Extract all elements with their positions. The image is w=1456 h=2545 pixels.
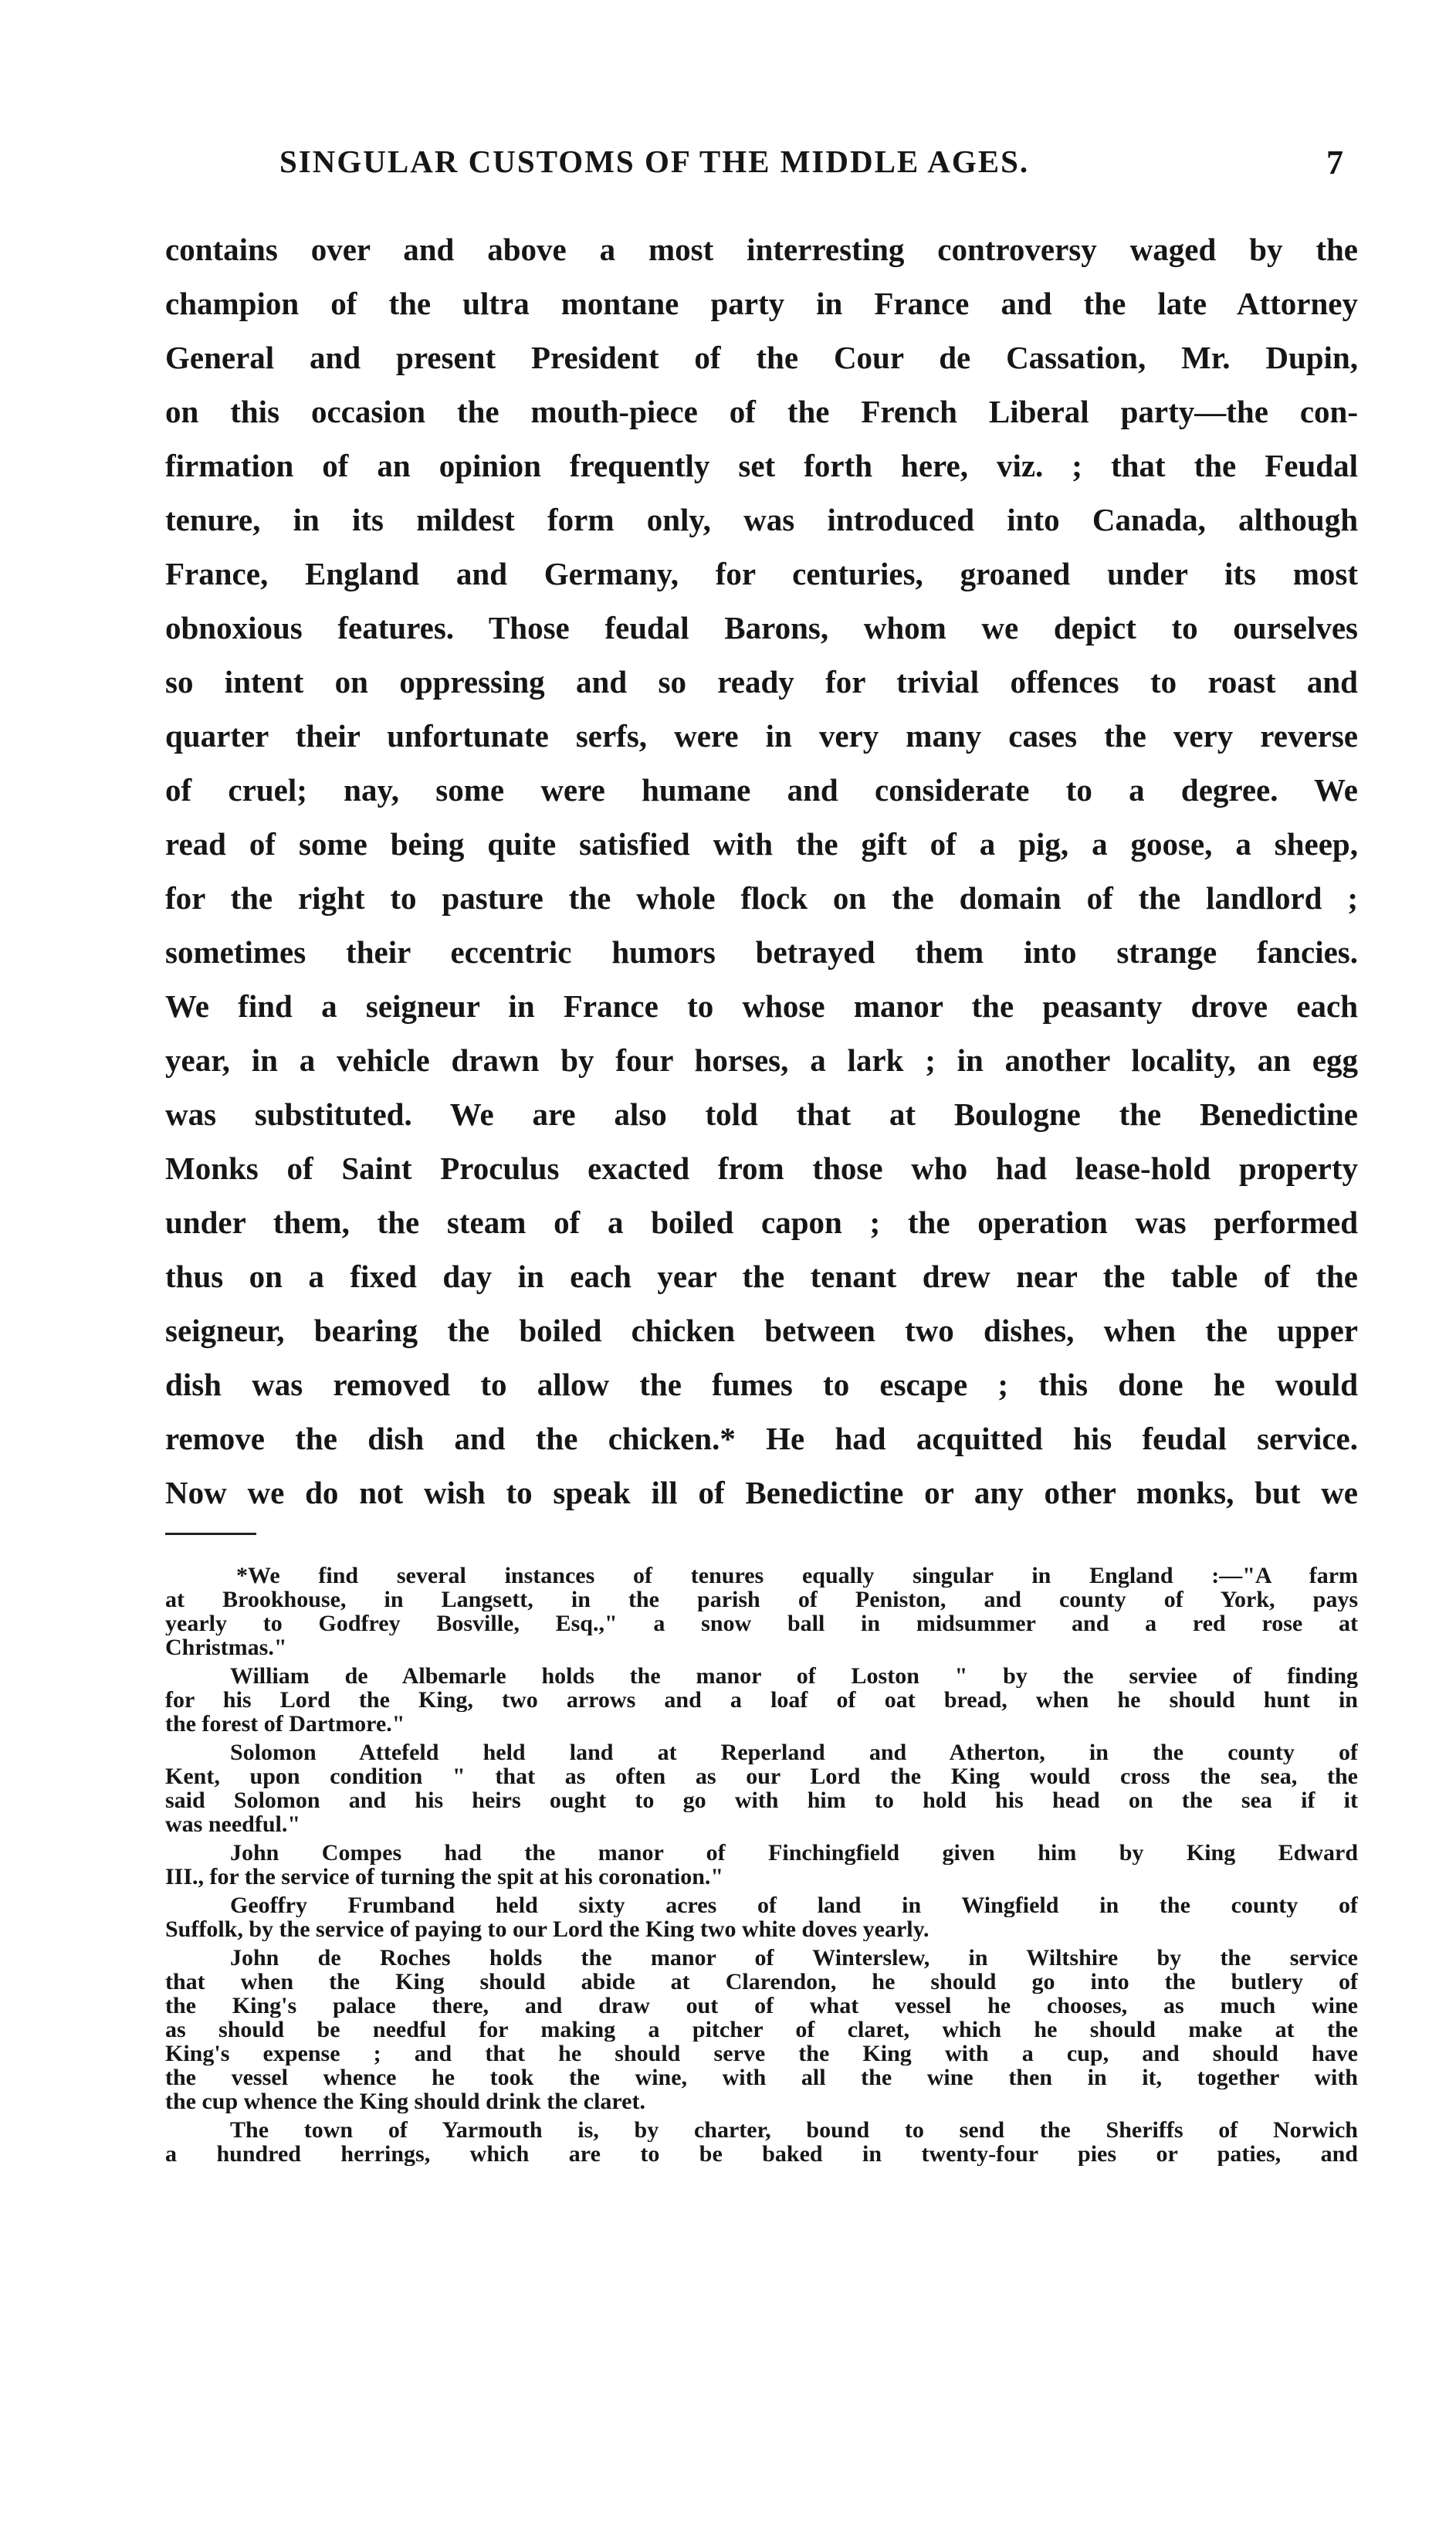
footnote-line: the cup whence the King should drink the claret. <box>165 2089 645 2113</box>
footnote-line: John Compes had the manor of Finchingfield given him by King Edward <box>230 1841 1358 1865</box>
footnote-line: John de Roches holds the manor of Winterslew, in Wiltshire by the service <box>230 1946 1358 1970</box>
body-line: for the right to pasture the whole flock on the domain of the landlord ; <box>165 880 1358 916</box>
body-line: under them, the steam of a boiled capon ; the operation was performed <box>165 1205 1358 1240</box>
body-line: so intent on oppressing and so ready for trivial offences to roast and <box>165 664 1358 700</box>
body-line: Monks of Saint Proculus exacted from those who had lease-hold property <box>165 1151 1358 1186</box>
body-line: tenure, in its mildest form only, was introduced into Canada, although <box>165 502 1358 537</box>
running-title: SINGULAR CUSTOMS OF THE MIDDLE AGES. <box>279 144 1030 179</box>
body-line: sometimes their eccentric humors betrayed them into strange fancies. <box>165 934 1358 970</box>
footnote-line: was needful." <box>165 1812 301 1836</box>
body-line: of cruel; nay, some were humane and considerate to a degree. We <box>165 772 1358 808</box>
footnote-line: at Brookhouse, in Langsett, in the parish of Peniston, and county of York, pays <box>165 1588 1358 1611</box>
footnote-line: said Solomon and his heirs ought to go with him to hold his head on the sea if it <box>165 1788 1358 1812</box>
footnote-line: the forest of Dartmore." <box>165 1712 405 1736</box>
body-line: read of some being quite satisfied with the gift of a pig, a goose, a sheep, <box>165 826 1358 862</box>
footnote-line: as should be needful for making a pitcher of claret, which he should make at the <box>165 2018 1358 2042</box>
body-line: General and present President of the Cour de Cassation, Mr. Dupin, <box>165 340 1358 375</box>
body-line: quarter their unfortunate serfs, were in very many cases the very reverse <box>165 718 1358 754</box>
footnote-line: King's expense ; and that he should serve the King with a cup, and should have <box>165 2042 1358 2065</box>
footnote-line: Suffolk, by the service of paying to our Lord the King two white doves yearly. <box>165 1917 929 1941</box>
body-line: dish was removed to allow the fumes to escape ; this done he would <box>165 1367 1358 1402</box>
footnote-line: Christmas." <box>165 1635 287 1659</box>
footnote-line: a hundred herrings, which are to be baked in twenty-four pies or paties, and <box>165 2142 1358 2166</box>
footnote-line: for his Lord the King, two arrows and a loaf of oat bread, when he should hunt in <box>165 1688 1358 1712</box>
body-line: on this occasion the mouth-piece of the French Liberal party—the con- <box>165 394 1358 429</box>
body-line: champion of the ultra montane party in France and the late Attorney <box>165 286 1358 321</box>
running-header <box>232 143 1343 189</box>
body-line: was substituted. We are also told that at Boulogne the Benedictine <box>165 1096 1358 1132</box>
page-number: 7 <box>1326 144 1343 181</box>
body-line: seigneur, bearing the boiled chicken between two dishes, when the upper <box>165 1313 1358 1348</box>
footnote-line: Kent, upon condition " that as often as our Lord the King would cross the sea, the <box>165 1764 1358 1788</box>
body-line: obnoxious features. Those feudal Barons, whom we depict to ourselves <box>165 610 1358 646</box>
footnote-line: Geoffry Frumband held sixty acres of land in Wingfield in the county of <box>230 1893 1358 1917</box>
body-line: year, in a vehicle drawn by four horses, a lark ; in another locality, an egg <box>165 1042 1358 1078</box>
body-line: contains over and above a most interresting controversy waged by the <box>165 232 1358 267</box>
footnote-line: III., for the service of turning the spit at his coronation." <box>165 1865 724 1889</box>
footnote-line: yearly to Godfrey Bosville, Esq.," a snow ball in midsummer and a red rose at <box>165 1611 1358 1635</box>
body-line: France, England and Germany, for centuries, groaned under its most <box>165 556 1358 591</box>
body-line: We find a seigneur in France to whose manor the peasanty drove each <box>165 988 1358 1024</box>
footnote-line: The town of Yarmouth is, by charter, bound to send the Sheriffs of Norwich <box>230 2118 1358 2142</box>
footnote-line: the King's palace there, and draw out of what vessel he chooses, as much wine <box>165 1994 1358 2018</box>
body-line: Now we do not wish to speak ill of Benedictine or any other monks, but we <box>165 1475 1358 1510</box>
footnote-rule <box>165 1533 256 1535</box>
footnote-line: that when the King should abide at Clarendon, he should go into the butlery of <box>165 1970 1358 1994</box>
main-text <box>165 222 1358 1520</box>
body-line: firmation of an opinion frequently set forth here, viz. ; that the Feudal <box>165 448 1358 483</box>
footnote-line: the vessel whence he took the wine, with all the wine then in it, together with <box>165 2065 1358 2089</box>
footnote-line: Solomon Attefeld held land at Reperland and Atherton, in the county of <box>230 1740 1358 1764</box>
footnote-line: William de Albemarle holds the manor of Loston " by the serviee of finding <box>230 1664 1358 1688</box>
footnote-line: *We find several instances of tenures equally singular in England :—"A farm <box>236 1564 1358 1588</box>
body-line: remove the dish and the chicken.* He had acquitted his feudal service. <box>165 1421 1358 1456</box>
footnotes <box>165 1564 1358 2166</box>
body-line: thus on a fixed day in each year the tenant drew near the table of the <box>165 1259 1358 1294</box>
